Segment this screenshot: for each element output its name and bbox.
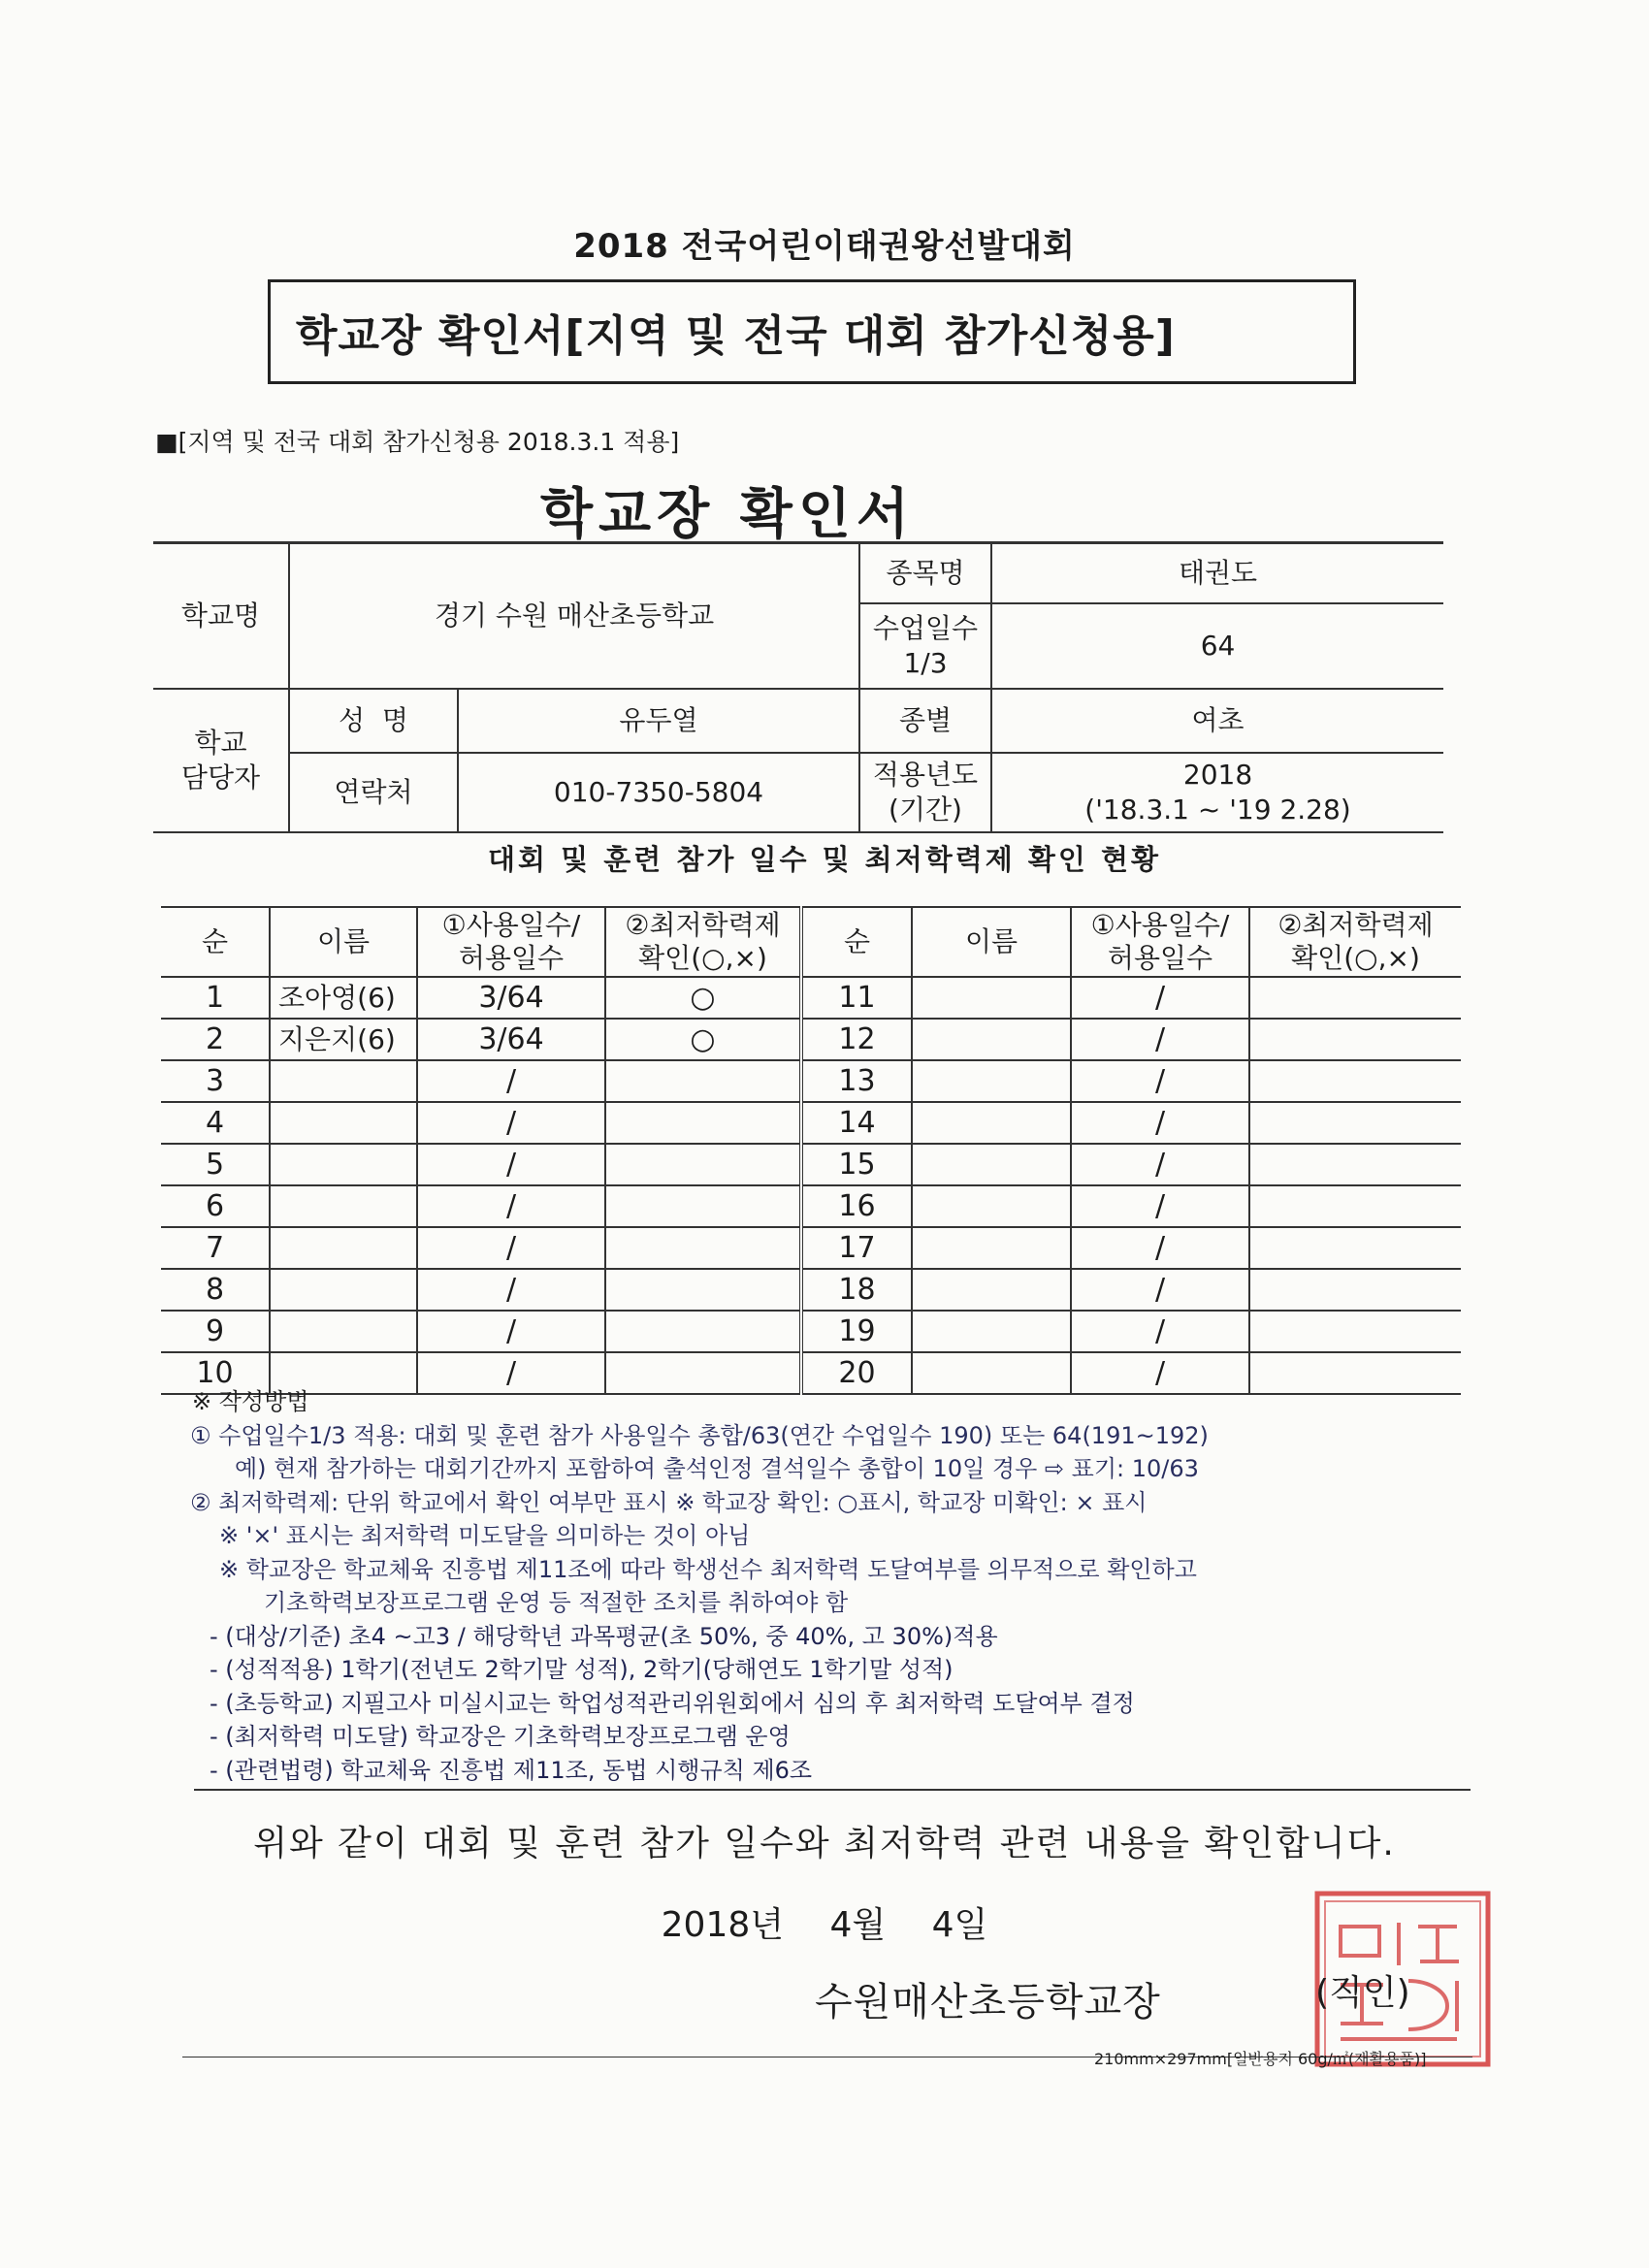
seal-mark: (직인): [1315, 1973, 1410, 2013]
row-name: [912, 1102, 1071, 1144]
manager-label: [153, 689, 289, 832]
row-check: [1249, 1185, 1461, 1227]
row-days: /: [1071, 977, 1249, 1019]
days-label-line2: 1/3: [903, 646, 948, 679]
row-days: /: [1071, 1144, 1249, 1185]
status-header-row: [161, 907, 1461, 977]
row-days: 3/64: [417, 977, 605, 1019]
confirmation-statement: 위와 같이 대회 및 훈련 참가 일수와 최저학력 관련 내용을 확인합니다.: [253, 1824, 1396, 1863]
header-days-line1: ①사용일수/: [441, 909, 581, 941]
row-check: [605, 1144, 801, 1185]
apply-note: ■[지역 및 전국 대회 참가신청용 2018.3.1 적용]: [155, 428, 680, 456]
row-no: 17: [801, 1227, 912, 1269]
note-dash-4: - (최저학력 미도달) 학교장은 기초학력보장프로그램 운영: [210, 1723, 791, 1750]
name-label: 성 명: [289, 689, 458, 753]
table-row: [161, 1269, 1461, 1311]
header-no-right: 순: [801, 907, 912, 977]
row-no: 2: [161, 1019, 270, 1060]
contact-label: 연락처: [289, 753, 458, 832]
table-row: [161, 1019, 1461, 1060]
header-name-right: 이름: [912, 907, 1071, 977]
row-name: [270, 1311, 417, 1352]
note-2-b: ※ 학교장은 학교체육 진흥법 제11조에 따라 학생선수 최저학력 도달여부를 의무적으로 확인하고: [219, 1555, 1197, 1583]
row-name: 조아영(6): [270, 977, 417, 1019]
date-month: 4월: [829, 1905, 887, 1945]
row-no: 14: [801, 1102, 912, 1144]
row-days: /: [417, 1227, 605, 1269]
row-days: /: [1071, 1185, 1249, 1227]
table-row: [161, 1227, 1461, 1269]
sport-label: 종목명: [859, 543, 991, 603]
row-no: 8: [161, 1269, 270, 1311]
row-name: [912, 1019, 1071, 1060]
school-label: 학교명: [153, 543, 289, 689]
row-no: 18: [801, 1269, 912, 1311]
row-name: [912, 1144, 1071, 1185]
notes-heading: ※ 작성방법: [192, 1388, 309, 1415]
box-title: 학교장 확인서[지역 및 전국 대회 참가신청용]: [296, 311, 1176, 361]
row-days: /: [1071, 1311, 1249, 1352]
row-days: 3/64: [417, 1019, 605, 1060]
row-check: [1249, 1144, 1461, 1185]
note-2-b-cont: 기초학력보장프로그램 운영 등 적절한 조치를 취하여야 함: [264, 1589, 849, 1616]
note-2: ② 최저학력제: 단위 학교에서 확인 여부만 표시 ※ 학교장 확인: ○표시, 학교장 미확인: × 표시: [190, 1488, 1148, 1516]
header-check-line1: ②최저학력제: [1277, 909, 1434, 941]
row-days: /: [417, 1144, 605, 1185]
row-no: 20: [801, 1352, 912, 1394]
year-label: [859, 753, 991, 832]
note-1: ① 수업일수1/3 적용: 대회 및 훈련 참가 사용일수 총합/63(연간 수업일수 190) 또는 64(191~192): [190, 1421, 1209, 1449]
row-check: [1249, 1102, 1461, 1144]
header-days-line2: 허용일수: [1107, 942, 1213, 974]
header-name-left: 이름: [270, 907, 417, 977]
days-value: 64: [991, 603, 1443, 689]
row-name: [912, 1311, 1071, 1352]
row-name: [912, 1269, 1071, 1311]
year-value-line2: ('18.3.1 ~ '19 2.28): [1084, 793, 1351, 826]
info-table: [153, 541, 1443, 833]
gender-label: 종별: [859, 689, 991, 753]
days-label: [859, 603, 991, 689]
row-check: [1249, 977, 1461, 1019]
sport-value: 태권도: [991, 543, 1443, 603]
row-name: [270, 1185, 417, 1227]
row-name: [912, 1060, 1071, 1102]
row-days: /: [1071, 1060, 1249, 1102]
row-no: 9: [161, 1311, 270, 1352]
row-check: [605, 1269, 801, 1311]
row-check: [1249, 1311, 1461, 1352]
year-label-line2: (기간): [889, 793, 962, 826]
note-dash-1: - (대상/기준) 초4 ~고3 / 해당학년 과목평균(초 50%, 중 40%, 고 30%)적용: [210, 1622, 998, 1650]
year-label-line1: 적용년도: [872, 758, 979, 791]
row-name: [912, 977, 1071, 1019]
notes-bottom-rule: [194, 1789, 1471, 1791]
row-days: /: [1071, 1269, 1249, 1311]
row-check: [1249, 1060, 1461, 1102]
header-days-left: [417, 907, 605, 977]
manager-label-line1: 학교: [194, 726, 247, 759]
header-check-right: [1249, 907, 1461, 977]
table-row: [161, 1144, 1461, 1185]
note-dash-3: - (초등학교) 지필고사 미실시교는 학업성적관리위원회에서 심의 후 최저학력 도달여부 결정: [210, 1689, 1135, 1717]
title-box: [268, 279, 1356, 384]
row-no: 7: [161, 1227, 270, 1269]
row-days: /: [1071, 1227, 1249, 1269]
row-days: /: [417, 1269, 605, 1311]
row-no: 1: [161, 977, 270, 1019]
row-check: ○: [605, 977, 801, 1019]
year-value: [991, 753, 1443, 832]
row-name: [270, 1227, 417, 1269]
days-label-line1: 수업일수: [872, 611, 979, 644]
row-name: [270, 1102, 417, 1144]
table-row: [161, 1311, 1461, 1352]
row-check: [605, 1311, 801, 1352]
row-days: /: [1071, 1102, 1249, 1144]
row-check: [605, 1185, 801, 1227]
row-no: 10: [161, 1352, 270, 1394]
row-name: [270, 1144, 417, 1185]
row-no: 12: [801, 1019, 912, 1060]
row-check: [1249, 1019, 1461, 1060]
row-no: 13: [801, 1060, 912, 1102]
row-check: [605, 1102, 801, 1144]
writing-instructions: [190, 1385, 1490, 1787]
row-no: 4: [161, 1102, 270, 1144]
row-days: /: [417, 1060, 605, 1102]
header-no-left: 순: [161, 907, 270, 977]
row-name: 지은지(6): [270, 1019, 417, 1060]
row-no: 5: [161, 1144, 270, 1185]
header-check-left: [605, 907, 801, 977]
contact-value: 010-7350-5804: [458, 753, 859, 832]
row-no: 11: [801, 977, 912, 1019]
manager-label-line2: 담당자: [180, 761, 261, 794]
row-check: ○: [605, 1019, 801, 1060]
header-days-right: [1071, 907, 1249, 977]
row-no: 3: [161, 1060, 270, 1102]
form-title: 학교장 확인서: [539, 483, 916, 546]
date-year: 2018년: [661, 1905, 785, 1945]
header-check-line2: 확인(○,×): [638, 942, 767, 974]
header-check-line1: ②최저학력제: [625, 909, 781, 941]
row-check: [1249, 1227, 1461, 1269]
row-no: 6: [161, 1185, 270, 1227]
principal-signature: 수원매산초등학교장: [815, 1980, 1161, 2025]
year-value-line1: 2018: [1182, 758, 1253, 791]
row-name: [270, 1060, 417, 1102]
gender-value: 여초: [991, 689, 1443, 753]
row-check: [1249, 1269, 1461, 1311]
event-title: 2018 전국어린이태권왕선발대회: [573, 227, 1076, 266]
name-value: 유두열: [458, 689, 859, 753]
status-title: 대회 및 훈련 참가 일수 및 최저학력제 확인 현황: [487, 843, 1162, 876]
row-name: [912, 1185, 1071, 1227]
note-2-a: ※ '×' 표시는 최저학력 미도달을 의미하는 것이 아님: [219, 1522, 751, 1549]
header-days-line2: 허용일수: [458, 942, 565, 974]
row-check: [605, 1227, 801, 1269]
row-days: /: [1071, 1352, 1249, 1394]
table-row: [161, 1102, 1461, 1144]
note-1-example: 예) 현재 참가하는 대회기간까지 포함하여 출석인정 결석일수 총합이 10일 경우 ⇨ 표기: 10/63: [235, 1455, 1199, 1482]
table-row: [161, 977, 1461, 1019]
row-no: 19: [801, 1311, 912, 1352]
row-days: /: [417, 1352, 605, 1394]
note-dash-2: - (성적적용) 1학기(전년도 2학기말 성적), 2학기(당해연도 1학기말 성적): [210, 1656, 954, 1683]
header-days-line1: ①사용일수/: [1090, 909, 1230, 941]
row-days: /: [417, 1185, 605, 1227]
row-no: 15: [801, 1144, 912, 1185]
row-days: /: [417, 1311, 605, 1352]
table-row: [161, 1060, 1461, 1102]
header-check-line2: 확인(○,×): [1291, 942, 1420, 974]
note-dash-5: - (관련법령) 학교체육 진흥법 제11조, 동법 시행규칙 제6조: [210, 1756, 813, 1784]
status-table: [161, 906, 1461, 1395]
row-no: 16: [801, 1185, 912, 1227]
row-days: /: [1071, 1019, 1249, 1060]
row-name: [270, 1269, 417, 1311]
school-value: 경기 수원 매산초등학교: [289, 543, 859, 689]
paper-spec-note: 210mm×297mm[일반용지 60g/㎡(재활용품)]: [1094, 2050, 1427, 2068]
row-days: /: [417, 1102, 605, 1144]
row-check: [605, 1060, 801, 1102]
row-name: [912, 1227, 1071, 1269]
table-row: [161, 1185, 1461, 1227]
date-day: 4일: [931, 1905, 988, 1945]
